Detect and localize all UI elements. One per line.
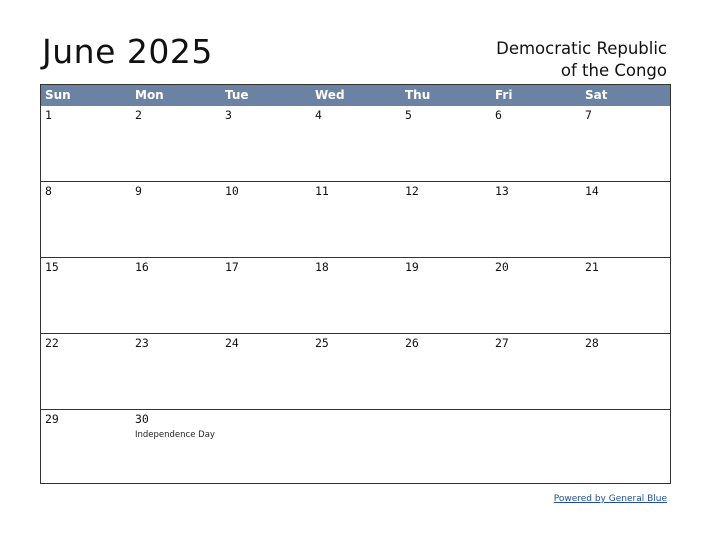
week-row xyxy=(41,106,670,182)
day-number: 5 xyxy=(405,108,412,122)
day-number: 20 xyxy=(495,260,509,274)
day-number: 7 xyxy=(585,108,592,122)
country-name xyxy=(496,38,667,82)
day-number: 15 xyxy=(45,260,59,274)
week-row xyxy=(41,409,670,483)
day-number: 10 xyxy=(225,184,239,198)
weekday-fri: Fri xyxy=(495,88,513,102)
holiday-label: Independence Day xyxy=(135,430,215,440)
day-number: 22 xyxy=(45,336,59,350)
powered-by-link[interactable]: Powered by General Blue xyxy=(553,494,667,504)
day-number: 24 xyxy=(225,336,239,350)
weekday-sun: Sun xyxy=(45,88,71,102)
week-row xyxy=(41,257,670,333)
day-number: 21 xyxy=(585,260,599,274)
day-number: 1 xyxy=(45,108,52,122)
day-number: 26 xyxy=(405,336,419,350)
day-number: 12 xyxy=(405,184,419,198)
day-number: 11 xyxy=(315,184,329,198)
day-number: 18 xyxy=(315,260,329,274)
day-number: 27 xyxy=(495,336,509,350)
day-number: 19 xyxy=(405,260,419,274)
day-number: 13 xyxy=(495,184,509,198)
day-number: 28 xyxy=(585,336,599,350)
day-number: 2 xyxy=(135,108,142,122)
day-number: 25 xyxy=(315,336,329,350)
day-number: 23 xyxy=(135,336,149,350)
day-number: 4 xyxy=(315,108,322,122)
day-number: 14 xyxy=(585,184,599,198)
day-number: 9 xyxy=(135,184,142,198)
country-name-line2: of the Congo xyxy=(560,61,667,80)
weekday-wed: Wed xyxy=(315,88,345,102)
weekday-tue: Tue xyxy=(225,88,249,102)
calendar-title: June 2025 xyxy=(42,32,213,71)
weekday-mon: Mon xyxy=(135,88,164,102)
weekday-thu: Thu xyxy=(405,88,431,102)
day-number: 16 xyxy=(135,260,149,274)
country-name-line1: Democratic Republic xyxy=(496,39,667,58)
week-row xyxy=(41,181,670,257)
day-number: 8 xyxy=(45,184,52,198)
day-number: 29 xyxy=(45,412,59,426)
day-number: 30 xyxy=(135,412,149,426)
day-number: 3 xyxy=(225,108,232,122)
day-number: 6 xyxy=(495,108,502,122)
weekday-header xyxy=(41,85,670,106)
weekday-sat: Sat xyxy=(585,88,608,102)
day-number: 17 xyxy=(225,260,239,274)
calendar-grid xyxy=(40,84,671,484)
week-row xyxy=(41,333,670,409)
